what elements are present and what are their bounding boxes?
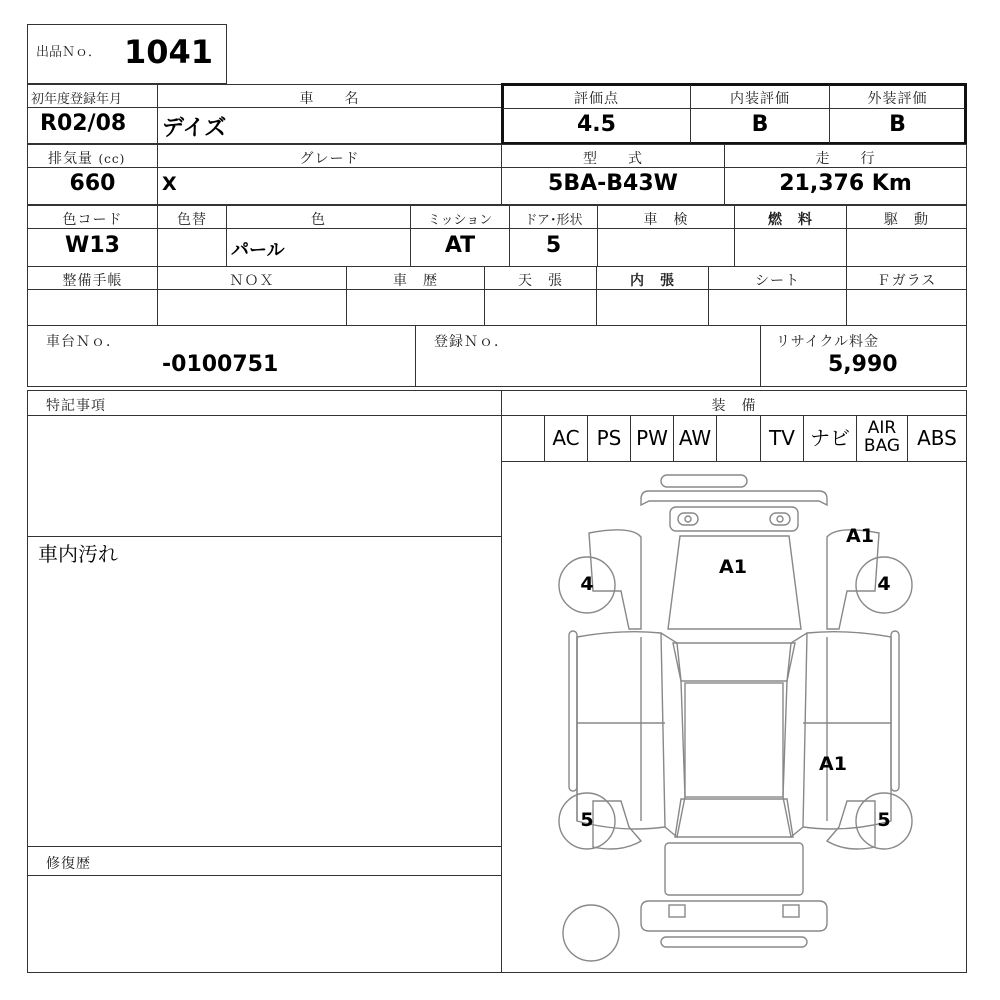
model-value: 5BA-B43W <box>548 171 678 196</box>
recycle-value: 5,990 <box>828 352 898 377</box>
grade-label: グレード <box>299 151 360 167</box>
doors-label: ドア･形状 <box>524 213 583 228</box>
color-change-cell <box>157 228 227 267</box>
maintenance-cell <box>27 289 158 326</box>
equipment-blank-2 <box>716 415 761 462</box>
mileage-value: 21,376 Km <box>779 171 912 196</box>
chassis-label: 車台Ｎｏ． <box>46 334 121 350</box>
equipment-ac: AC <box>544 415 588 462</box>
first-reg-label: 初年度登録年月 <box>31 92 123 107</box>
trunk <box>665 843 803 895</box>
equipment-aw: AW <box>673 415 717 462</box>
inspection-label: 車 検 <box>643 212 689 228</box>
tire-front-right-value: 4 <box>877 573 891 595</box>
color-code-value: W13 <box>65 233 120 258</box>
equipment-tv: TV <box>760 415 804 462</box>
interior-trim-cell <box>596 289 709 326</box>
drive-cell <box>846 228 967 267</box>
mark-rear-right-door: A1 <box>819 753 847 775</box>
equipment-ps: PS <box>587 415 631 462</box>
fglass-label: Ｆガラス <box>876 273 937 289</box>
score-label: 評価点 <box>574 91 619 107</box>
seat-cell <box>708 289 847 326</box>
car-diagram <box>501 461 967 973</box>
sunroof-cell <box>484 289 597 326</box>
equipment-pw: PW <box>630 415 674 462</box>
equipment-abs: ABS <box>907 415 967 462</box>
interior-label: 内装評価 <box>730 91 790 107</box>
seat-label: シート <box>755 273 800 289</box>
displacement-value: 660 <box>69 171 116 196</box>
repair-history-header <box>27 846 502 876</box>
windshield <box>673 643 795 681</box>
roof <box>685 683 783 797</box>
exterior-value: B <box>889 112 906 137</box>
tire-rear-right-value: 5 <box>877 809 891 831</box>
exterior-label: 外装評価 <box>867 91 928 107</box>
front-bumper-top <box>661 475 747 487</box>
mark-hood: A1 <box>719 556 747 578</box>
displacement-label: 排気量 (cc) <box>48 151 126 167</box>
chassis-value: -0100751 <box>162 352 279 377</box>
spare-tire <box>563 905 619 961</box>
sunroof-label: 天 張 <box>518 273 563 289</box>
history-cell <box>346 289 485 326</box>
car-name-value: デイズ <box>162 116 227 141</box>
car-name-label: 車 名 <box>299 91 360 107</box>
tire-rear-left-value: 5 <box>580 809 594 831</box>
mark-front-right-fender: A1 <box>846 525 874 547</box>
lot-number: 1041 <box>124 33 214 71</box>
interior-trim-label: 内 張 <box>630 273 675 289</box>
equipment-label: 装 備 <box>711 398 757 414</box>
equipment-navi: ナビ <box>803 415 857 462</box>
doors-value: 5 <box>545 233 562 258</box>
left-side <box>577 632 665 829</box>
transmission-label: ミッション <box>427 213 493 228</box>
front-bumper <box>641 491 827 505</box>
color-label: 色 <box>311 212 326 228</box>
right-side <box>803 632 891 829</box>
hood <box>668 536 801 629</box>
transmission-value: AT <box>444 233 476 258</box>
mileage-label: 走 行 <box>815 151 876 167</box>
first-reg-value: R02/08 <box>40 111 127 136</box>
tire-front-left-value: 4 <box>580 573 594 595</box>
grade-value: X <box>162 173 177 195</box>
model-label: 型 式 <box>583 151 643 167</box>
inspection-cell <box>597 228 735 267</box>
fuel-label: 燃 料 <box>768 212 813 228</box>
grade-cell <box>157 167 502 205</box>
rear-window <box>675 799 793 837</box>
recycle-label: リサイクル料金 <box>776 334 880 350</box>
registration-label: 登録Ｎｏ． <box>434 334 509 350</box>
interior-value: B <box>751 112 769 137</box>
nox-label: ＮＯＸ <box>229 273 275 289</box>
notes-area <box>27 536 502 847</box>
fuel-cell <box>734 228 847 267</box>
special-notes-area <box>27 415 502 537</box>
maintenance-label: 整備手帳 <box>62 273 123 289</box>
color-code-label: 色コード <box>62 212 123 228</box>
drive-label: 駆 動 <box>884 212 929 228</box>
repair-history-area <box>27 875 502 973</box>
special-notes-text: 車内汚れ <box>38 542 118 566</box>
grille <box>670 507 798 531</box>
nox-cell <box>157 289 347 326</box>
equipment-airbag: AIR BAG <box>856 415 908 462</box>
color-change-label: 色替 <box>177 212 207 228</box>
color-value: パール <box>231 240 285 261</box>
score-value: 4.5 <box>577 112 616 137</box>
history-label: 車 歴 <box>393 273 438 289</box>
fglass-cell <box>846 289 967 326</box>
lot-label: 出品Ｎｏ． <box>36 45 102 60</box>
special-notes-label: 特記事項 <box>46 398 106 414</box>
equipment-blank-1 <box>501 415 545 462</box>
repair-history-label: 修復歴 <box>46 856 91 872</box>
